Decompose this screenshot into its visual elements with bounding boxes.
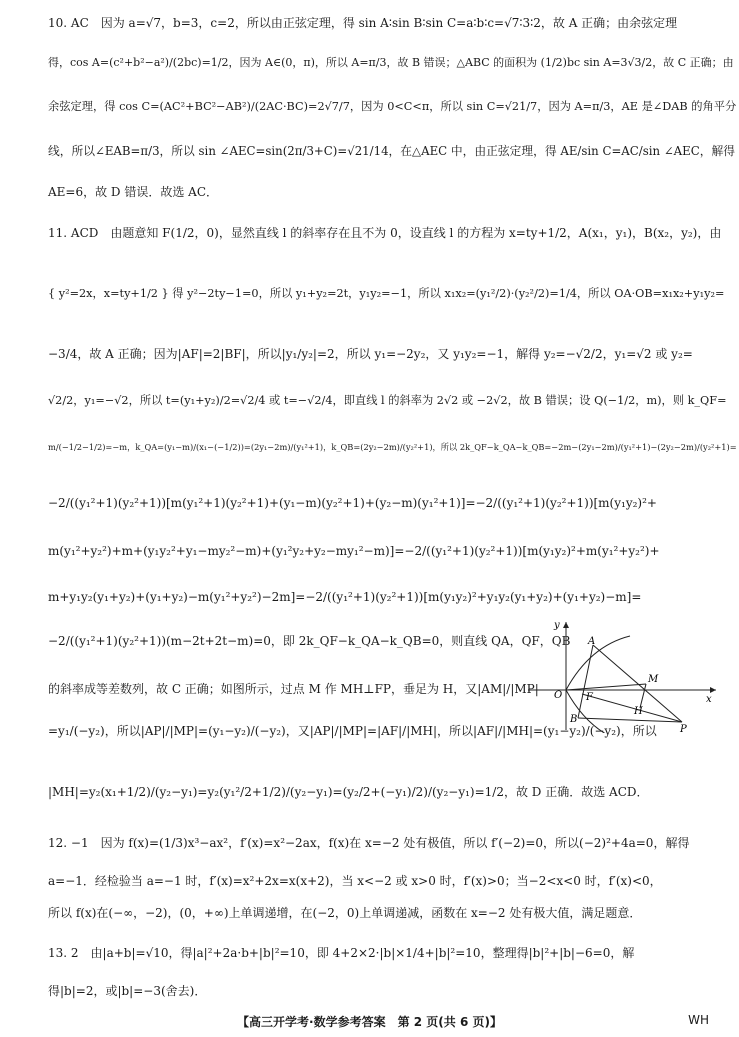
figure-line-bp xyxy=(578,718,682,722)
figure-label-x: x xyxy=(706,694,712,705)
page-code: WH xyxy=(688,1013,709,1027)
text-line: { y²=2x，x=ty+1/2 } 得 y²−2ty−1=0，所以 y₁+y₂=2t，y₁y₂=−1，所以 x₁x₂=(y₁²/2)·(y₂²/2)=1/4，所以 OA·OB=x₁x₂+y₁y₂= xyxy=(48,287,725,300)
text-line: −2/((y₁²+1)(y₂²+1))(m−2t+2t−m)=0，即 2k_QF−k_QA−k_QB=0，则直线 QA，QF，QB xyxy=(48,634,571,648)
text-line: √2/2，y₁=−√2，所以 t=(y₁+y₂)/2=√2/4 或 t=−√2/4，即直线 l 的斜率为 2√2 或 −2√2，故 B 错误；设 Q(−1/2，m)，则 k_QF= xyxy=(48,394,727,407)
text-line: 12. −1 因为 f(x)=(1/3)x³−ax²，f′(x)=x²−2ax，f(x)在 x=−2 处有极值，所以 f′(−2)=0，所以(−2)²+4a=0，解得 xyxy=(48,836,690,850)
figure-line-ab xyxy=(578,645,593,718)
text-line: 得，cos A=(c²+b²−a²)/(2bc)=1/2，因为 A∈(0，π)，所以 A=π/3，故 B 错误；△ABC 的面积为 (1/2)bc sin A=3√3/2，故 C 正确；由 xyxy=(48,56,734,69)
figure-label-p: P xyxy=(680,724,687,733)
figure-label-a: A xyxy=(588,636,596,647)
text-line: −2/((y₁²+1)(y₂²+1))[m(y₁²+1)(y₂²+1)+(y₁−m)(y₂²+1)+(y₂−m)(y₁²+1)]=−2/((y₁²+1)(y₂²+1))[m(y₁y₂)²+ xyxy=(48,496,657,510)
text-line: −3/4，故 A 正确；因为|AF|=2|BF|，所以|y₁/y₂|=2，所以 y₁=−2y₂，又 y₁y₂=−1，解得 y₂=−√2/2，y₁=√2 或 y₂= xyxy=(48,347,693,361)
figure-x-arrow xyxy=(710,687,716,693)
text-line: =y₁/(−y₂)，所以|AP|/|MP|=(y₁−y₂)/(−y₂)，又|AP|/|MP|=|AF|/|MH|，所以|AF|/|MH|=(y₁−y₂)/(−y₂)，所以 xyxy=(48,724,657,738)
page-footer: 【高三开学考·数学参考答案 第 2 页(共 6 页)】 xyxy=(237,1015,502,1029)
figure-label-f: F xyxy=(586,692,593,703)
text-line: m/(−1/2−1/2)=−m，k_QA=(y₁−m)/(x₁−(−1/2))=(2y₁−2m)/(y₁²+1)，k_QB=(2y₂−2m)/(y₂²+1)，所以 2k_QF−k_QA−k_QB=−2m−(2y₁−2m)/(y₁²+1)−(2y₂−2m)/(y₂²+1)= xyxy=(48,442,737,452)
figure-label-m: M xyxy=(648,674,659,685)
parabola-figure xyxy=(520,618,720,733)
text-line: a=−1．经检验当 a=−1 时，f′(x)=x²+2x=x(x+2)，当 x<−2 或 x>0 时，f′(x)>0；当−2<x<0 时，f′(x)<0， xyxy=(48,874,662,888)
figure-line-fp xyxy=(582,694,682,722)
text-line: 余弦定理，得 cos C=(AC²+BC²−AB²)/(2AC·BC)=2√7/7，因为 0<C<π，所以 sin C=√21/7，因为 A=π/3，AE 是∠DAB 的角平分 xyxy=(48,100,737,113)
figure-label-y: y xyxy=(554,620,560,631)
text-line: 10. AC 因为 a=√7，b=3，c=2，所以由正弦定理，得 sin A∶sin B∶sin C=a∶b∶c=√7∶3∶2，故 A 正确；由余弦定理 xyxy=(48,16,678,30)
text-line: 线，所以∠EAB=π/3，所以 sin ∠AEC=sin(2π/3+C)=√21/14，在△AEC 中，由正弦定理，得 AE/sin C=AC/sin ∠AEC，解得 xyxy=(48,144,735,158)
figure-label-o: O xyxy=(554,690,563,701)
figure-label-h: H xyxy=(634,706,643,717)
text-line: 11. ACD 由题意知 F(1/2，0)，显然直线 l 的斜率存在且不为 0，设直线 l 的方程为 x=ty+1/2，A(x₁，y₁)，B(x₂，y₂)，由 xyxy=(48,226,722,240)
text-line: 的斜率成等差数列，故 C 正确；如图所示，过点 M 作 MH⊥FP，垂足为 H，又|AM|/|MP| xyxy=(48,682,539,696)
text-line: m+y₁y₂(y₁+y₂)+(y₁+y₂)−m(y₁²+y₂²)−2m]=−2/((y₁²+1)(y₂²+1))[m(y₁y₂)²+y₁y₂(y₁+y₂)+(y₁+y₂)−m]= xyxy=(48,590,642,604)
text-line: 13. 2 由|a+b|=√10，得|a|²+2a·b+|b|²=10，即 4+2×2·|b|×1/4+|b|²=10，整理得|b|²+|b|−6=0，解 xyxy=(48,946,635,960)
text-line: 得|b|=2，或|b|=−3(舍去)． xyxy=(48,984,207,998)
text-line: AE=6，故 D 错误．故选 AC． xyxy=(48,185,219,199)
figure-y-arrow xyxy=(563,622,569,628)
text-line: m(y₁²+y₂²)+m+(y₁y₂²+y₁−my₂²−m)+(y₁²y₂+y₂−my₁²−m)]=−2/((y₁²+1)(y₂²+1))[m(y₁y₂)²+m(y₁²+y₂²)+ xyxy=(48,544,660,558)
text-line: 所以 f(x)在(−∞，−2)，(0，+∞)上单调递增，在(−2，0)上单调递减，函数在 x=−2 处有极大值，满足题意． xyxy=(48,906,642,920)
figure-line-am xyxy=(566,684,646,690)
figure-label-b: B xyxy=(570,714,578,725)
text-line: |MH|=y₂(x₁+1/2)/(y₂−y₁)=y₂(y₁²/2+1/2)/(y₂−y₁)=(y₂/2+(−y₁)/2)/(y₂−y₁)=1/2，故 D 正确．故选 ACD． xyxy=(48,785,649,799)
